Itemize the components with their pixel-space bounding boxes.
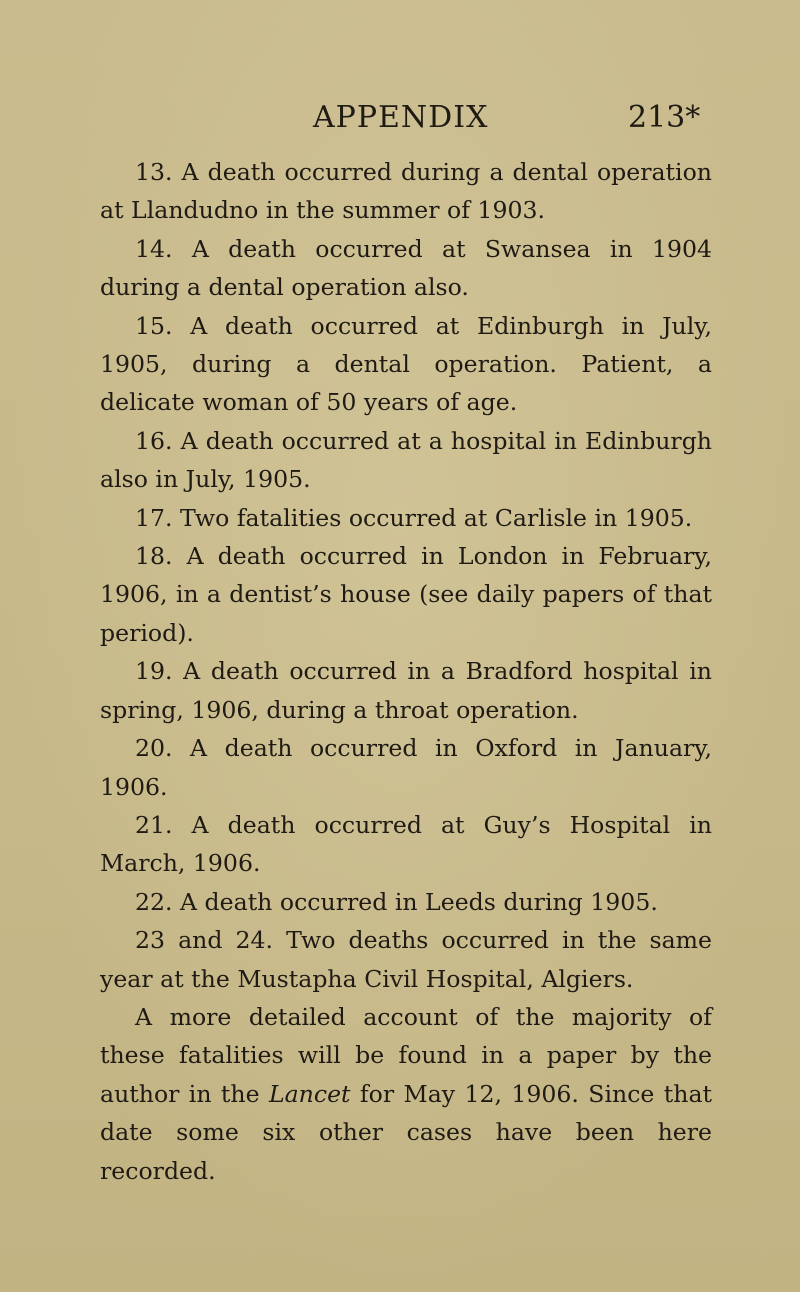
entry-23-24: 23 and 24. Two deaths occurred in the same year at the Mustapha Civil Hospital, Algiers. [100, 926, 712, 993]
entry-15: 15. A death occurred at Edinburgh in July, 1905, during a dental operation. Patient, a delicate woman of 50 years of age. [100, 311, 712, 417]
journal-title-lancet: Lancet [268, 1079, 351, 1108]
page-number: 213* [628, 100, 701, 135]
closing-text-end: for May 12, 1906. Since that date some six other cases have been here recorded. [100, 1079, 712, 1185]
entry-19: 19. A death occurred in a Bradford hospital in spring, 1906, during a throat operation. [100, 657, 712, 724]
entry-21: 21. A death occurred at Guy’s Hospital in March, 1906. [100, 810, 712, 878]
running-title: APPENDIX [313, 100, 489, 135]
entry-16: 16. A death occurred at a hospital in Edinburgh also in July, 1905. [100, 426, 712, 494]
entry-17: 17. Two fatalities occurred at Carlisle in 1905. [135, 503, 693, 532]
entry-18: 18. A death occurred in London in February, 1906, in a dentist’s house (see daily papers of that period). [100, 542, 712, 647]
body-text [100, 153, 712, 1190]
entry-13: 13. A death occurred during a dental operation at Llandudno in the summer of 1903. [100, 158, 712, 225]
closing-text-start: A more detailed account of the majority of these fatalities will be found in a paper by the author in the [100, 1002, 712, 1108]
page-header [0, 98, 800, 138]
entry-14: 14. A death occurred at Swansea in 1904 during a dental operation also. [100, 234, 712, 302]
closing-paragraph [100, 998, 712, 1190]
entry-22: 22. A death occurred in Leeds during 1905. [135, 887, 658, 916]
entry-20: 20. A death occurred in Oxford in January, 1906. [100, 734, 712, 801]
